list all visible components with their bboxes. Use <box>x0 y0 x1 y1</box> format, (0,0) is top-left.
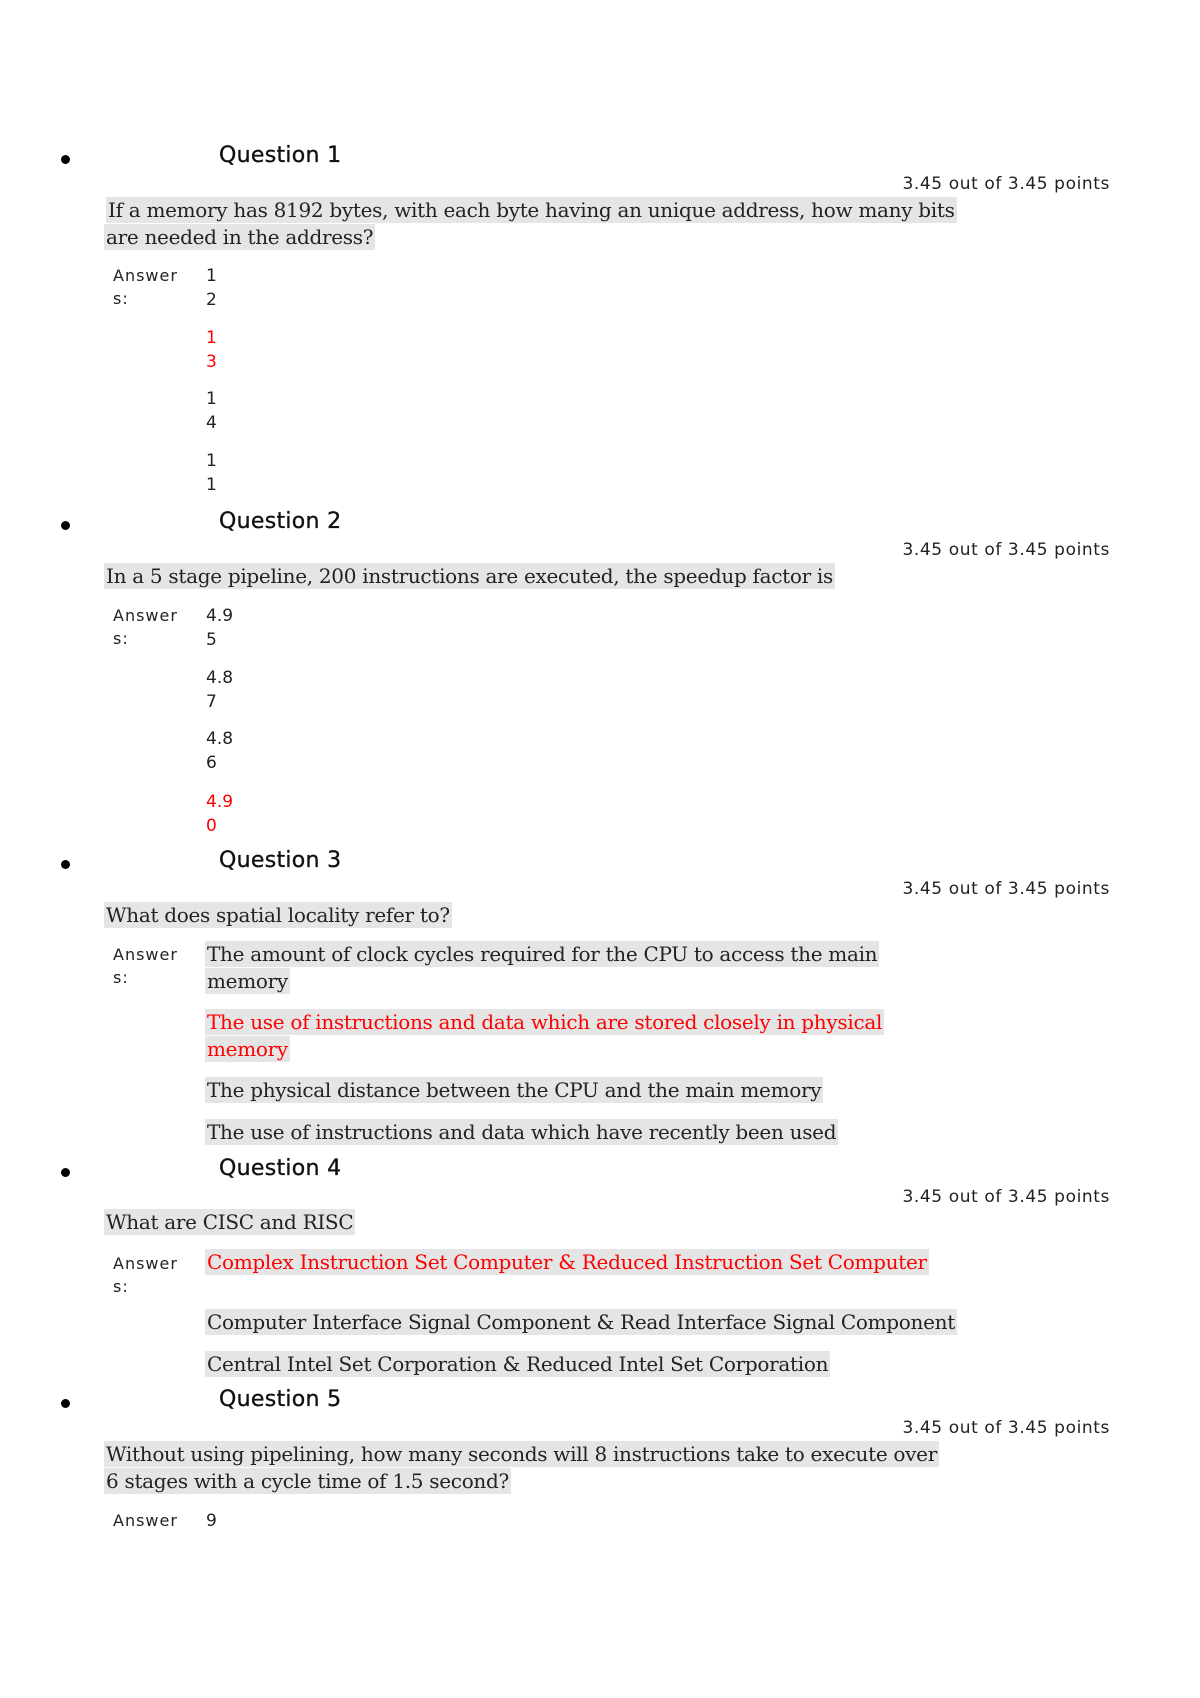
question-text <box>104 1209 984 1236</box>
answer-option: 1 2 <box>206 266 217 310</box>
question-text <box>104 563 984 590</box>
answer-option: Central Intel Set Corporation & Reduced Intel Set Corporation <box>207 1352 829 1376</box>
answers-label: Answer <box>113 1511 178 1530</box>
question-title: Question 1 <box>219 143 342 168</box>
answer-option-correct: 4.9 0 <box>206 792 234 836</box>
answer-option: 4.9 5 <box>206 606 234 650</box>
question-text <box>104 902 984 929</box>
answers-label: Answers: <box>113 945 178 987</box>
answer-option-correct: Complex Instruction Set Computer & Reduced Instruction Set Computer <box>207 1250 927 1274</box>
question-text-line: If a memory has 8192 bytes, with each byte having an unique address, how many bits <box>108 198 955 222</box>
question-text-line: 6 stages with a cycle time of 1.5 second? <box>106 1469 509 1493</box>
question-text <box>104 1441 984 1495</box>
bullet-icon <box>61 1168 70 1177</box>
bullet-icon <box>61 860 70 869</box>
answer-option: 4.8 7 <box>206 668 234 712</box>
bullet-icon <box>61 521 70 530</box>
points-score: 3.45 out of 3.45 points <box>902 1418 1110 1438</box>
answer-option: 1 1 <box>206 451 217 495</box>
bullet-icon <box>61 155 70 164</box>
answer-option: The use of instructions and data which have recently been used <box>207 1120 837 1144</box>
answer-option: 1 4 <box>206 389 217 433</box>
question-title: Question 4 <box>219 1156 342 1181</box>
question-text-line: In a 5 stage pipeline, 200 instructions are executed, the speedup factor is <box>106 564 833 588</box>
answer-option: The physical distance between the CPU and the main memory <box>207 1078 822 1102</box>
question-text <box>106 197 986 251</box>
question-text-line: What does spatial locality refer to? <box>106 903 450 927</box>
answers-label: Answers: <box>113 266 178 308</box>
question-text-line: are needed in the address? <box>106 225 374 249</box>
question-title: Question 2 <box>219 509 342 534</box>
points-score: 3.45 out of 3.45 points <box>902 1187 1110 1207</box>
answer-option-correct: 1 3 <box>206 328 217 372</box>
answer-option: Computer Interface Signal Component & Read Interface Signal Component <box>207 1310 955 1334</box>
answer-option: The amount of clock cycles required for the CPU to access the main memory <box>207 942 878 993</box>
question-title: Question 3 <box>219 848 342 873</box>
answer-option-correct: The use of instructions and data which are stored closely in physical memory <box>207 1010 883 1061</box>
points-score: 3.45 out of 3.45 points <box>902 879 1110 899</box>
question-text-line: What are CISC and RISC <box>106 1210 354 1234</box>
question-title: Question 5 <box>219 1387 342 1412</box>
answers-label: Answers: <box>113 1254 178 1296</box>
question-text-line: Without using pipelining, how many seconds will 8 instructions take to execute over <box>106 1442 937 1466</box>
answer-option: 4.8 6 <box>206 729 234 773</box>
answers-label: Answers: <box>113 606 178 648</box>
points-score: 3.45 out of 3.45 points <box>902 174 1110 194</box>
points-score: 3.45 out of 3.45 points <box>902 540 1110 560</box>
answer-option: 9 <box>206 1511 217 1531</box>
bullet-icon <box>61 1399 70 1408</box>
